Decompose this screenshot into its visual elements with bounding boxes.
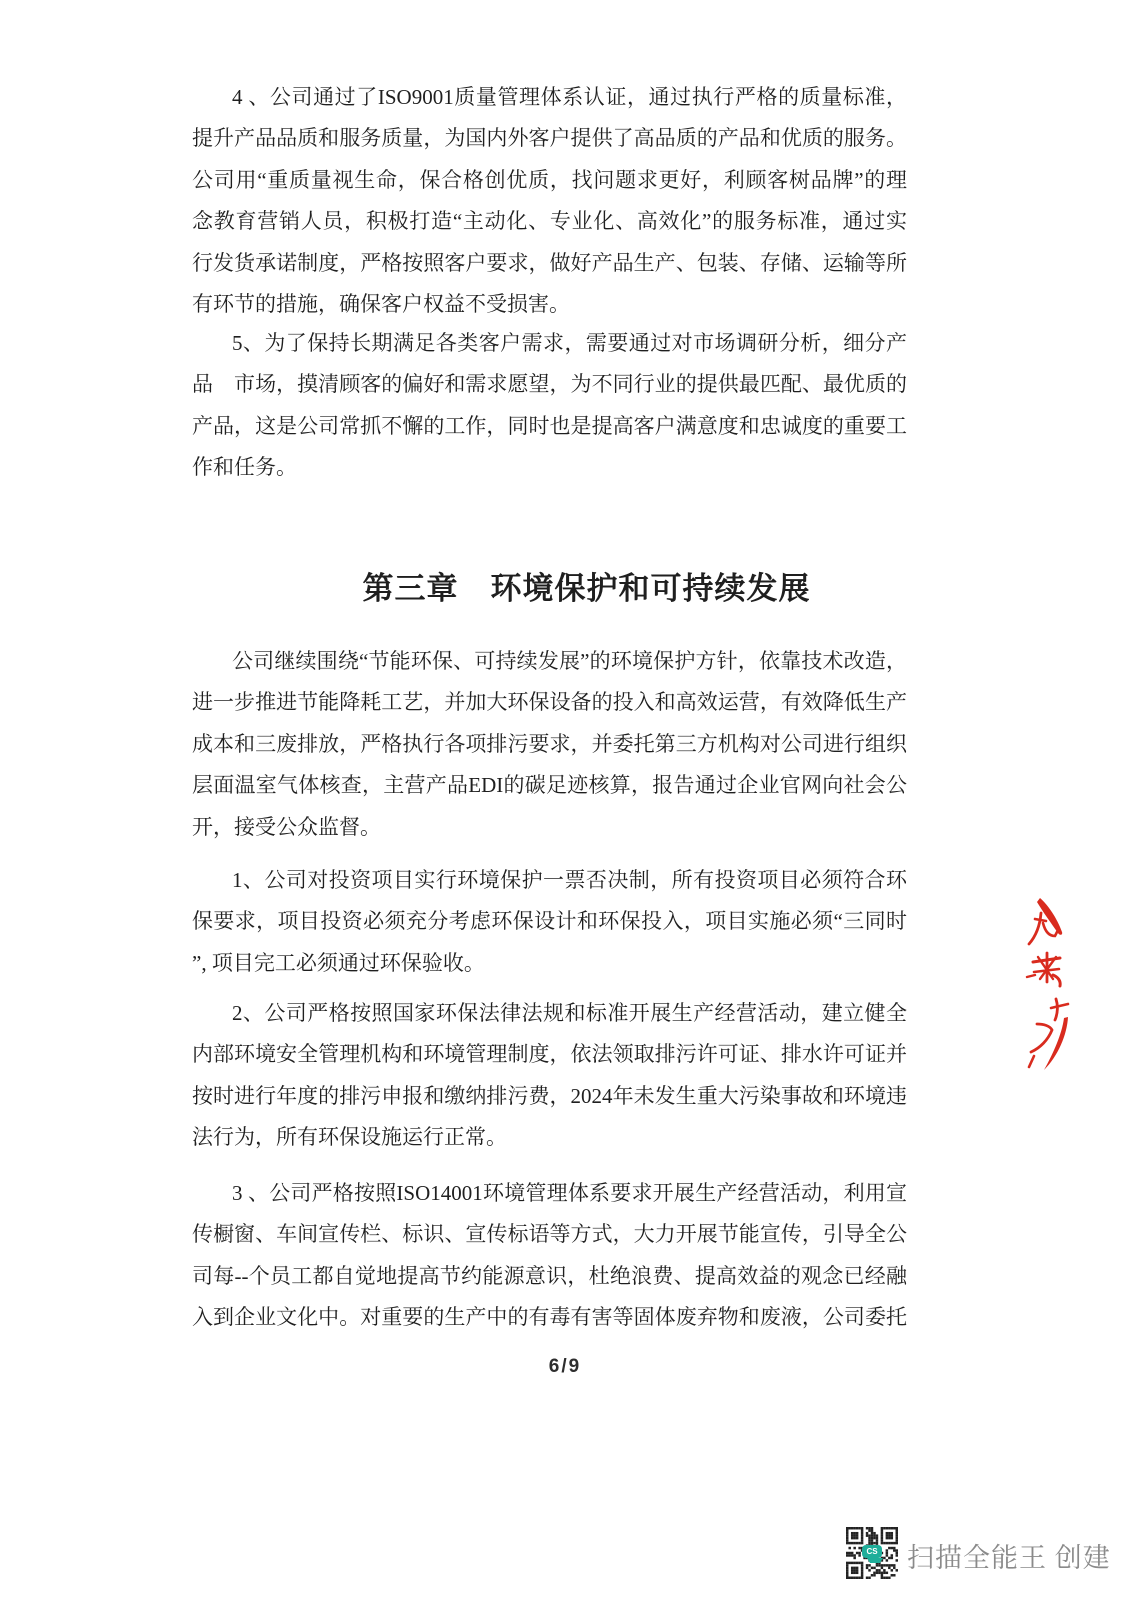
text-line: 2、公司严格按照国家环保法律法规和标准开展生产经营活动，建立健全 <box>232 1001 907 1025</box>
paragraph <box>192 860 907 984</box>
text-line: 1、公司对投资项目实行环境保护一票否决制，所有投资项目必须符合环 <box>232 868 907 892</box>
text-line: 进一步推进节能降耗工艺，并加大环保设备的投入和高效运营，有效降低生产 <box>192 690 907 715</box>
scanner-brand-text: 扫描全能王 创建 <box>907 1543 1111 1573</box>
text-line: 提升产品品质和服务质量，为国内外客户提供了高品质的产品和优质的服务。 <box>192 126 907 151</box>
page-number: 6/9 <box>548 1356 582 1377</box>
paragraph <box>192 77 907 325</box>
red-ink-annotation <box>1003 888 1078 1083</box>
text-line: 行发货承诺制度，严格按照客户要求，做好产品生产、包装、存储、运输等所 <box>192 250 907 275</box>
text-line: 传橱窗、车间宣传栏、标识、宣传标语等方式，大力开展节能宣传，引导全公 <box>192 1222 907 1247</box>
paragraph <box>192 993 907 1159</box>
paragraph <box>192 323 907 489</box>
scanner-logo-badge: CS <box>862 1545 882 1558</box>
text-line: 成本和三废排放，严格执行各项排污要求，并委托第三方机构对公司进行组织 <box>192 731 907 756</box>
text-line: 念教育营销人员，积极打造“主动化、专业化、高效化”的服务标准，通过实 <box>192 209 907 234</box>
paragraph <box>192 641 907 848</box>
qr-code <box>846 1527 898 1579</box>
text-line: 3 、公司严格按照ISO14001环境管理体系要求开展生产经营活动，利用宣 <box>232 1181 907 1205</box>
text-line: 司每--个员工都自觉地提高节约能源意识，杜绝浪费、提高效益的观念已经融 <box>192 1263 907 1288</box>
text-line: 4 、公司通过了ISO9001质量管理体系认证，通过执行严格的质量标准， <box>232 85 907 109</box>
text-line: 入到企业文化中。对重要的生产中的有毒有害等固体废弃物和废液，公司委托 <box>192 1305 907 1330</box>
chapter-heading: 第三章 环境保护和可持续发展 <box>362 571 811 606</box>
text-line: 产品，这是公司常抓不懈的工作，同时也是提高客户满意度和忠诚度的重要工 <box>192 413 907 438</box>
text-line: 法行为，所有环保设施运行正常。 <box>192 1125 507 1150</box>
text-line: 保要求，项目投资必须充分考虑环保设计和环保投入，项目实施必须“三同时 <box>192 909 907 934</box>
paragraph <box>192 1173 907 1339</box>
text-line: 开，接受公众监督。 <box>192 814 381 839</box>
text-line: 层面温室气体核查，主营产品EDI的碳足迹核算，报告通过企业官网向社会公 <box>192 773 907 798</box>
text-line: 公司继续围绕“节能环保、可持续发展”的环境保护方针，依靠技术改造， <box>232 649 907 673</box>
text-line: 内部环境安全管理机构和环境管理制度，依法领取排污许可证、排水许可证并 <box>192 1042 907 1067</box>
text-line: 品 市场，摸清顾客的偏好和需求愿望，为不同行业的提供最匹配、最优质的 <box>192 372 907 397</box>
text-line: 按时进行年度的排污申报和缴纳排污费，2024年未发生重大污染事故和环境违 <box>192 1083 907 1108</box>
text-line: 作和任务。 <box>192 455 297 480</box>
text-line: 有环节的措施，确保客户权益不受损害。 <box>192 292 570 317</box>
scanner-logo-base <box>867 1558 883 1563</box>
text-line: 公司用“重质量视生命，保合格创优质，找问题求更好，利顾客树品牌”的理 <box>192 167 907 192</box>
text-line: 5、为了保持长期满足各类客户需求，需要通过对市场调研分析，细分产 <box>232 331 907 355</box>
text-line: ”, 项目完工必须通过环保验收。 <box>192 950 485 975</box>
